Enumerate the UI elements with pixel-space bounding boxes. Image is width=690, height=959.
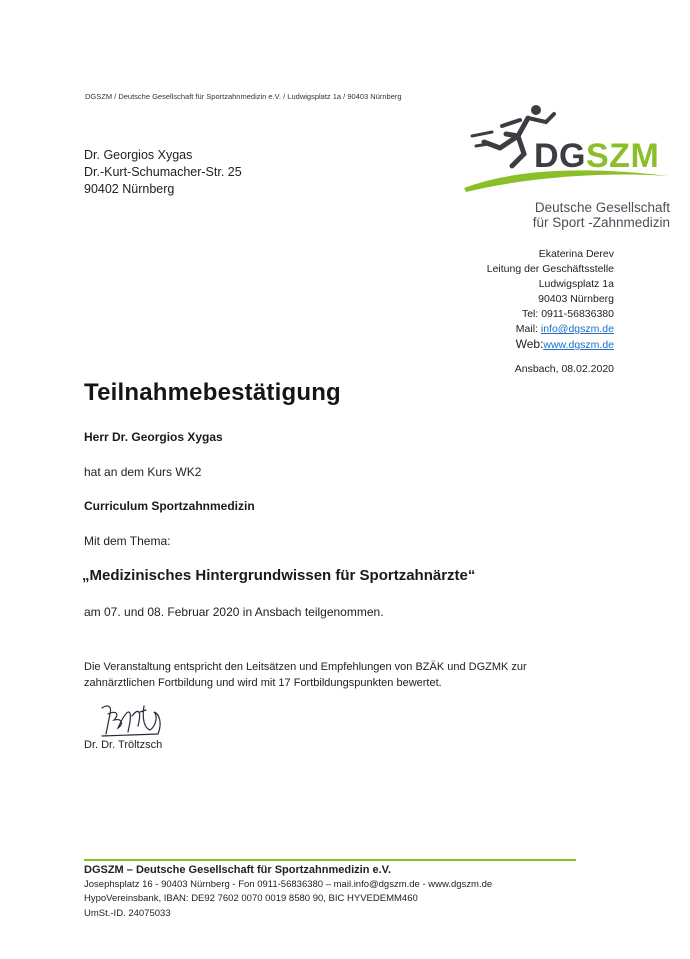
logo-org-line2: für Sport -Zahnmedizin	[532, 215, 670, 230]
accreditation-note-line1: Die Veranstaltung entspricht den Leitsätzen und Empfehlungen von BZÄK und DGZMK zur	[84, 661, 527, 673]
logo-org-name	[533, 200, 670, 230]
contact-mail-label: Mail:	[515, 323, 541, 335]
course-theme: „Medizinisches Hintergrundwissen für Sportzahnärzte“	[82, 567, 476, 584]
footer-address: Josephsplatz 16 - 90403 Nürnberg - Fon 0911-56836380 – mail.info@dgszm.de - www.dgszm.de	[84, 878, 493, 890]
recipient-city: 90402 Nürnberg	[84, 182, 175, 196]
contact-block	[487, 247, 614, 353]
recipient-street: Dr.-Kurt-Schumacher-Str. 25	[84, 165, 242, 179]
sender-line: DGSZM / Deutsche Gesellschaft für Sportzahnmedizin e.V. / Ludwigsplatz 1a / 90403 Nürnberg	[85, 92, 402, 101]
signature-icon	[98, 700, 168, 738]
logo-dg: DG	[534, 137, 586, 175]
accreditation-note	[84, 659, 527, 691]
contact-mail-link[interactable]: info@dgszm.de	[540, 323, 614, 335]
letter-date: Ansbach, 08.02.2020	[514, 363, 614, 375]
recipient-name: Dr. Georgios Xygas	[84, 148, 193, 162]
page-title: Teilnahmebestätigung	[84, 379, 341, 406]
accreditation-note-line2: zahnärztlichen Fortbildung und wird mit 17 Fortbildungspunkten bewertet.	[84, 677, 442, 689]
contact-role: Leitung der Geschäftsstelle	[486, 263, 614, 275]
contact-mail-line	[487, 322, 614, 337]
signature-name: Dr. Dr. Tröltzsch	[84, 739, 163, 751]
recipient-address	[84, 147, 242, 198]
theme-intro: Mit dem Thema:	[84, 534, 171, 548]
footer	[84, 863, 492, 921]
contact-city: 90403 Nürnberg	[538, 293, 614, 305]
contact-web-line	[487, 337, 614, 353]
logo-org-line1: Deutsche Gesellschaft	[534, 200, 670, 215]
contact-web-label: Web:	[515, 337, 544, 351]
course-intro: hat an dem Kurs WK2	[84, 465, 202, 479]
footer-tax: UmSt.-ID. 24075033	[84, 907, 171, 919]
curriculum-name: Curriculum Sportzahnmedizin	[84, 499, 255, 513]
footer-bank: HypoVereinsbank, IBAN: DE92 7602 0070 0019 8580 90, BIC HYVEDEMM460	[84, 893, 418, 904]
contact-street: Ludwigsplatz 1a	[538, 278, 614, 290]
logo-szm: SZM	[586, 137, 660, 175]
footer-divider	[84, 859, 576, 861]
contact-person: Ekaterina Derev	[538, 248, 614, 260]
contact-tel: Tel: 0911-56836380	[521, 308, 614, 320]
course-dates: am 07. und 08. Februar 2020 in Ansbach teilgenommen.	[84, 605, 384, 619]
logo-wordmark	[534, 137, 659, 176]
contact-web-link[interactable]: www.dgszm.de	[543, 339, 614, 351]
footer-org: DGSZM – Deutsche Gesellschaft für Sportzahnmedizin e.V.	[84, 864, 392, 876]
participant-name: Herr Dr. Georgios Xygas	[84, 430, 223, 444]
